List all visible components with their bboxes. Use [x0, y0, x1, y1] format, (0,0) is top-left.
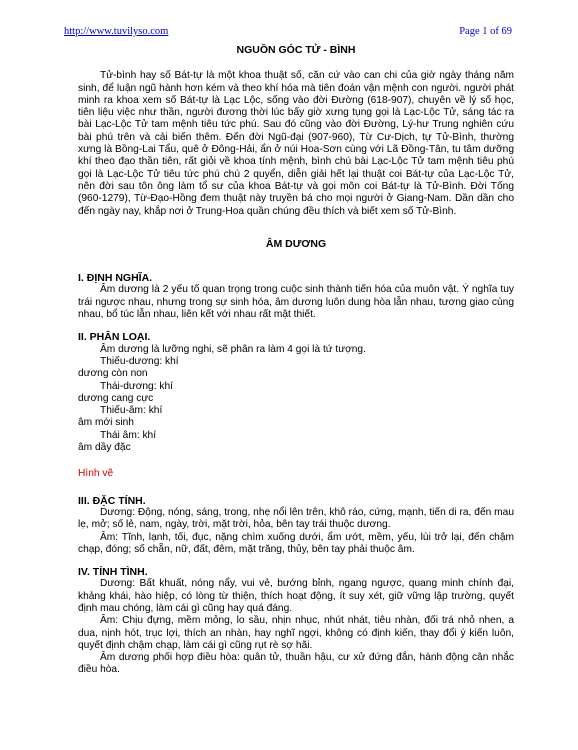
- list-item-name: Thiếu-âm: khí: [100, 405, 163, 417]
- definition-paragraph: Âm dương là 2 yếu tố quan trọng trong cuộc sinh thành tiến hóa của muôn vật. Ý nghĩa tuy trái ngược nhau, nhưng trong sự sinh hóa, âm dương luôn dung hòa lẫn nhau, tương giao cùng nhau, bổ túc lẫn nhau, liên kết với nhau rất mật thiết.: [78, 284, 514, 321]
- header-url-link[interactable]: http://www.tuvilyso.com: [64, 26, 169, 37]
- doc-title: NGUỒN GÓC TỬ - BÌNH: [236, 44, 356, 56]
- list-item-name: Thái âm: khí: [100, 429, 157, 441]
- yang-characteristics: Dương: Động, nóng, sáng, trong, nhẹ nổi lên trên, khô ráo, cứng, mạnh, tiến di ra, đến mau lẹ, mở; số lẻ, nam, ngày, trời, mặt trời, hỏa, bên tay trái thuộc dương.: [78, 506, 514, 531]
- intro-paragraph: Tử-bình hay số Bát-tự là một khoa thuật số, căn cứ vào can chi của giờ ngày tháng năm sinh, để luận ngũ hành hơn kém và theo khí hóa mà tiên đoán vận mệnh con người. người phát minh ra khoa xem số Bát-tự là Lạc Lộc, sống vào đời Đường (618-907), chuyên về lý số học, tiên liệu việc như thần, người đương thời lúc bấy giờ xưng tụng gọi là Lạc-Lộc Tử, sáng tác ra bài Lạc-Lộc Tử tam mệnh tiêu tức phú. Sau đó cũng vào đời Đường, Lý-hư Trung nghiên cứu bài phú trên và cải biến thêm. Đến đời Ngũ-đại (907-960), Từ Cư-Dịch, tự Tử-Bình, thường xưng là Bồng-Lai Tẩu, quê ở Đông-Hải, ẩn ở núi Hoa-Sơn cùng với Lã Đồng-Tân, tu tâm dưỡng khí theo đạo thần tiên, rất giỏi về khoa tính mệnh, bình chú bài Lạc-Lộc Tử tam mệnh tiêu phú gọi là Lạc-Lộc Tử tiêu tức phú chú 2 quyển, diễn giải hết lại thuật coi Bát-tự của Lạc-Lộc Tử, nên đời sau tôn ông làm tổ sư của khoa Bát-tự và gọi môn coi Bát-tự là Tử-Bình. Đời Tống (960-1279), Từ-Đạo-Hồng đem thuật này truyền bá cho mọi người ở Giang-Nam. Dần dần cho đến ngày nay, khắp nơi ở Trung-Hoa quần chúng đều thích và biết xem số Tử-Bình.: [78, 70, 514, 217]
- yin-temperament: Âm: Chịu đựng, mềm mỏng, lo sầu, nhịn nhục, nhút nhát, tiêu nhàn, đối trá nhỏ nhen, a dua, nịnh hót, trục lợi, thích an nhàn, hay nghĩ ngợi, không có định kiến, thay đổi ý kiến luôn, quyết định chậm chạp, làm cái gì cũng rụt rè sợ hãi.: [78, 615, 514, 651]
- page-number: Page 1 of 69: [459, 26, 512, 37]
- list-item-desc: âm mới sinh: [78, 417, 134, 429]
- section-heading-definition: I. ĐỊNH NGHĨA.: [78, 272, 153, 285]
- chapter-heading: ÂM DƯƠNG: [265, 237, 327, 250]
- list-item-name: Thiếu-dương: khí: [100, 355, 179, 367]
- section-heading-classification: II. PHÂN LOẠI.: [78, 331, 151, 344]
- figure-link[interactable]: Hình vẽ: [78, 468, 114, 480]
- document-body: [78, 44, 514, 677]
- balanced-temperament: Âm dương phối hợp điều hòa: quân tử, thuần hậu, cư xử đứng đắn, hành động cân nhắc điều hòa.: [78, 652, 514, 676]
- yang-temperament: Dương: Bất khuất, nóng nẩy, vui vẻ, bướng bỉnh, ngang ngược, quang minh chính đại, khảng khái, hào hiệp, có lòng từ thiện, thích hoạt động, ít suy xét, giữ vững lập trường, quyết định mau chóng, làm cái gì cũng hay quá đáng.: [78, 578, 514, 614]
- section-heading-characteristics: III. ĐẶC TÍNH.: [78, 494, 146, 507]
- list-item-desc: âm dầy đặc: [78, 442, 131, 454]
- list-item-desc: dương cang cực: [78, 392, 154, 404]
- list-item-desc: dương còn non: [78, 368, 148, 380]
- classification-intro: Âm dương là lưỡng nghi, sẽ phân ra làm 4 gọi là tứ tượng.: [100, 343, 366, 355]
- list-item-name: Thái-dương: khí: [100, 380, 173, 392]
- section-heading-temperament: IV. TÍNH TÌNH.: [78, 566, 148, 579]
- yin-characteristics: Âm: Tĩnh, lạnh, tối, đục, nặng chìm xuống dưới, ẩm ướt, mềm, yếu, lùi trở lại, đến chậm chạp, đóng; số chẵn, nữ, đất, đêm, mặt trăng, thủy, bên tay phải thuộc âm.: [78, 531, 514, 555]
